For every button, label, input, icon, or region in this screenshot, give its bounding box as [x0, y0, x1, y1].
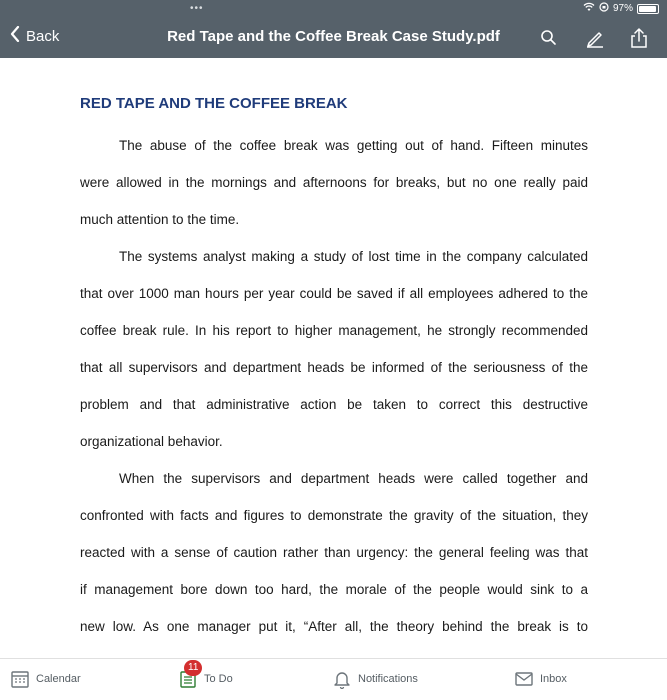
text-line: organizational behavior. — [80, 434, 223, 449]
share-button[interactable] — [628, 27, 650, 49]
text-line: if management bore down too hard, the morale of the people would sink to a — [80, 582, 588, 597]
share-icon — [628, 27, 650, 49]
tab-calendar-label: Calendar — [36, 673, 81, 685]
bell-icon — [332, 669, 352, 689]
envelope-icon — [514, 669, 534, 689]
bottom-tab-bar — [0, 658, 667, 700]
text-line: new low. As one manager put it, “After all, the theory behind the break is to — [80, 619, 588, 634]
battery-level — [639, 6, 656, 12]
text-line: When the supervisors and department heads were called together and — [119, 471, 588, 486]
text-line: confronted with facts and figures to demonstrate the gravity of the situation, they — [80, 508, 588, 523]
pen-icon — [584, 27, 606, 49]
text-line: that over 1000 man hours per year could be saved if all employees adhered to the — [80, 286, 588, 301]
text-line: problem and that administrative action be taken to correct this destructive — [80, 397, 588, 412]
tab-todo-label: To Do — [204, 673, 233, 685]
text-line: coffee break rule. In his report to higher management, he strongly recommended — [80, 323, 588, 338]
battery-percent: 97% — [612, 3, 633, 14]
text-line: that all supervisors and department heads be informed of the seriousness of the — [80, 360, 588, 375]
text-line: reacted with a sense of caution rather than urgency: the general feeling was that — [80, 545, 588, 560]
status-dots: ••• — [190, 3, 204, 14]
text-line: were allowed in the mornings and afternoons for breaks, but no one really paid — [80, 175, 588, 190]
document-title: Red Tape and the Coffee Break Case Study.pdf — [167, 28, 500, 45]
calendar-icon — [10, 669, 30, 689]
tab-notifications[interactable] — [332, 669, 418, 689]
orientation-lock-icon — [599, 2, 609, 15]
text-line: much attention to the time. — [80, 212, 240, 227]
status-indicators — [583, 2, 659, 15]
annotate-button[interactable] — [584, 27, 606, 49]
tab-calendar[interactable] — [10, 669, 81, 689]
wifi-icon — [583, 2, 595, 15]
search-button[interactable] — [538, 27, 560, 49]
text-line: The systems analyst making a study of lost time in the company calculated — [119, 249, 588, 264]
pdf-page[interactable] — [0, 58, 667, 658]
text-line: The abuse of the coffee break was getting out of hand. Fifteen minutes — [119, 138, 588, 153]
document-heading: RED TAPE AND THE COFFEE BREAK — [80, 95, 348, 112]
battery-icon — [637, 4, 659, 14]
todo-count-badge: 11 — [184, 660, 202, 676]
back-label: Back — [26, 27, 60, 45]
tab-inbox[interactable] — [514, 669, 567, 689]
top-bar — [0, 0, 667, 58]
search-icon — [538, 27, 560, 49]
tab-notifications-label: Notifications — [358, 673, 418, 685]
tab-inbox-label: Inbox — [540, 673, 567, 685]
